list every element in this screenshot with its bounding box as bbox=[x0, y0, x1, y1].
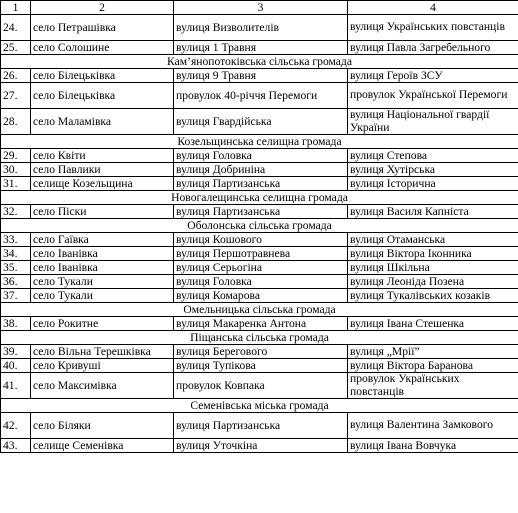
row-number-cell: 33. bbox=[1, 233, 31, 247]
header-cell-2: 2 bbox=[31, 1, 174, 15]
new-name-cell: вулиця Українських повстанців bbox=[348, 15, 518, 41]
old-name-cell: вулиця Партизанська bbox=[174, 205, 348, 219]
table-row bbox=[1, 275, 518, 289]
table-row bbox=[1, 289, 518, 303]
section-row bbox=[1, 399, 518, 413]
new-name-cell: вулиця Тукалівських козаків bbox=[348, 289, 518, 303]
table-row bbox=[1, 205, 518, 219]
new-name-cell: вулиця Шкільна bbox=[348, 261, 518, 275]
settlement-cell: село Солошине bbox=[31, 41, 174, 55]
new-name-cell: провулок Українських повстанців bbox=[348, 373, 518, 399]
row-number-cell: 39. bbox=[1, 345, 31, 359]
table-row bbox=[1, 69, 518, 83]
header-cell-4: 4 bbox=[348, 1, 518, 15]
new-name-cell: провулок Української Перемоги bbox=[348, 83, 518, 109]
row-number-cell: 37. bbox=[1, 289, 31, 303]
settlement-cell: село Рокитне bbox=[31, 317, 174, 331]
new-name-cell: вулиця Степова bbox=[348, 149, 518, 163]
new-name-cell: вулиця Віктора Іконника bbox=[348, 247, 518, 261]
new-name-cell: вулиця Героїв ЗСУ bbox=[348, 69, 518, 83]
new-name-cell: вулиця „Мрії” bbox=[348, 345, 518, 359]
table-row bbox=[1, 149, 518, 163]
old-name-cell: вулиця Серьогіна bbox=[174, 261, 348, 275]
new-name-cell: вулиця Віктора Баранова bbox=[348, 359, 518, 373]
table-row bbox=[1, 413, 518, 439]
section-row bbox=[1, 303, 518, 317]
table-row bbox=[1, 345, 518, 359]
old-name-cell: вулиця Гвардійська bbox=[174, 109, 348, 135]
settlement-cell: село Іванівка bbox=[31, 261, 174, 275]
old-name-cell: вулиця Уточкіна bbox=[174, 439, 348, 453]
row-number-cell: 27. bbox=[1, 83, 31, 109]
row-number-cell: 28. bbox=[1, 109, 31, 135]
section-title: Козельщинська селищна громада bbox=[1, 135, 518, 149]
old-name-cell: вулиця Визволителів bbox=[174, 15, 348, 41]
old-name-cell: вулиця Добриніна bbox=[174, 163, 348, 177]
section-title: Піщанська сільська громада bbox=[1, 331, 518, 345]
section-row bbox=[1, 55, 518, 69]
new-name-cell: вулиця Національної гвардії України bbox=[348, 109, 518, 135]
new-name-cell: вулиця Хутірська bbox=[348, 163, 518, 177]
old-name-cell: вулиця Комарова bbox=[174, 289, 348, 303]
settlement-cell: село Петрашівка bbox=[31, 15, 174, 41]
old-name-cell: вулиця Першотравнева bbox=[174, 247, 348, 261]
settlement-cell: село Тукали bbox=[31, 289, 174, 303]
table-row bbox=[1, 373, 518, 399]
table-row bbox=[1, 261, 518, 275]
section-row bbox=[1, 219, 518, 233]
settlement-cell: село Тукали bbox=[31, 275, 174, 289]
new-name-cell: вулиця Павла Загребельного bbox=[348, 41, 518, 55]
new-name-cell: вулиця Івана Вовчука bbox=[348, 439, 518, 453]
header-row bbox=[1, 1, 518, 15]
table-row bbox=[1, 163, 518, 177]
row-number-cell: 38. bbox=[1, 317, 31, 331]
old-name-cell: провулок 40-річчя Перемоги bbox=[174, 83, 348, 109]
table-row bbox=[1, 109, 518, 135]
row-number-cell: 43. bbox=[1, 439, 31, 453]
row-number-cell: 36. bbox=[1, 275, 31, 289]
row-number-cell: 40. bbox=[1, 359, 31, 373]
old-name-cell: вулиця Головка bbox=[174, 149, 348, 163]
settlement-cell: село Білецьківка bbox=[31, 83, 174, 109]
row-number-cell: 31. bbox=[1, 177, 31, 191]
old-name-cell: вулиця Макаренка Антона bbox=[174, 317, 348, 331]
old-name-cell: вулиця 1 Травня bbox=[174, 41, 348, 55]
table-row bbox=[1, 317, 518, 331]
table-row bbox=[1, 233, 518, 247]
table-row bbox=[1, 83, 518, 109]
row-number-cell: 42. bbox=[1, 413, 31, 439]
settlement-cell: селище Козельщина bbox=[31, 177, 174, 191]
section-row bbox=[1, 135, 518, 149]
settlement-cell: село Павлики bbox=[31, 163, 174, 177]
settlement-cell: село Максимівка bbox=[31, 373, 174, 399]
header-cell-1: 1 bbox=[1, 1, 31, 15]
section-title: Омельницька сільська громада bbox=[1, 303, 518, 317]
settlement-cell: село Вільна Терешківка bbox=[31, 345, 174, 359]
table-row bbox=[1, 359, 518, 373]
new-name-cell: вулиця Василя Капніста bbox=[348, 205, 518, 219]
old-name-cell: провулок Ковпака bbox=[174, 373, 348, 399]
settlement-cell: село Білецьківка bbox=[31, 69, 174, 83]
row-number-cell: 41. bbox=[1, 373, 31, 399]
row-number-cell: 35. bbox=[1, 261, 31, 275]
row-number-cell: 26. bbox=[1, 69, 31, 83]
table-body bbox=[1, 1, 518, 453]
settlement-cell: село Біляки bbox=[31, 413, 174, 439]
settlement-cell: село Іванівка bbox=[31, 247, 174, 261]
header-cell-3: 3 bbox=[174, 1, 348, 15]
row-number-cell: 24. bbox=[1, 15, 31, 41]
settlement-cell: село Гаївка bbox=[31, 233, 174, 247]
section-row bbox=[1, 331, 518, 345]
row-number-cell: 25. bbox=[1, 41, 31, 55]
new-name-cell: вулиця Історична bbox=[348, 177, 518, 191]
old-name-cell: вулиця Партизанська bbox=[174, 177, 348, 191]
settlement-cell: село Кривуші bbox=[31, 359, 174, 373]
new-name-cell: вулиця Валентина Замкового bbox=[348, 413, 518, 439]
settlement-cell: село Квіти bbox=[31, 149, 174, 163]
table-row bbox=[1, 439, 518, 453]
row-number-cell: 30. bbox=[1, 163, 31, 177]
new-name-cell: вулиця Отаманська bbox=[348, 233, 518, 247]
section-row bbox=[1, 191, 518, 205]
old-name-cell: вулиця 9 Травня bbox=[174, 69, 348, 83]
row-number-cell: 32. bbox=[1, 205, 31, 219]
settlement-cell: селище Семенівка bbox=[31, 439, 174, 453]
table-row bbox=[1, 247, 518, 261]
old-name-cell: вулиця Кошового bbox=[174, 233, 348, 247]
row-number-cell: 34. bbox=[1, 247, 31, 261]
section-title: Кам’янопотоківська сільська громада bbox=[1, 55, 518, 69]
table-row bbox=[1, 177, 518, 191]
old-name-cell: вулиця Партизанська bbox=[174, 413, 348, 439]
new-name-cell: вулиця Івана Стешенка bbox=[348, 317, 518, 331]
table-row bbox=[1, 41, 518, 55]
old-name-cell: вулиця Головка bbox=[174, 275, 348, 289]
table-row bbox=[1, 15, 518, 41]
old-name-cell: вулиця Берегового bbox=[174, 345, 348, 359]
old-name-cell: вулиця Тупікова bbox=[174, 359, 348, 373]
section-title: Новогалещинська селищна громада bbox=[1, 191, 518, 205]
section-title: Оболонська сільська громада bbox=[1, 219, 518, 233]
row-number-cell: 29. bbox=[1, 149, 31, 163]
settlement-cell: село Піски bbox=[31, 205, 174, 219]
settlement-cell: село Маламівка bbox=[31, 109, 174, 135]
new-name-cell: вулиця Леоніда Позена bbox=[348, 275, 518, 289]
section-title: Семенівська міська громада bbox=[1, 399, 518, 413]
